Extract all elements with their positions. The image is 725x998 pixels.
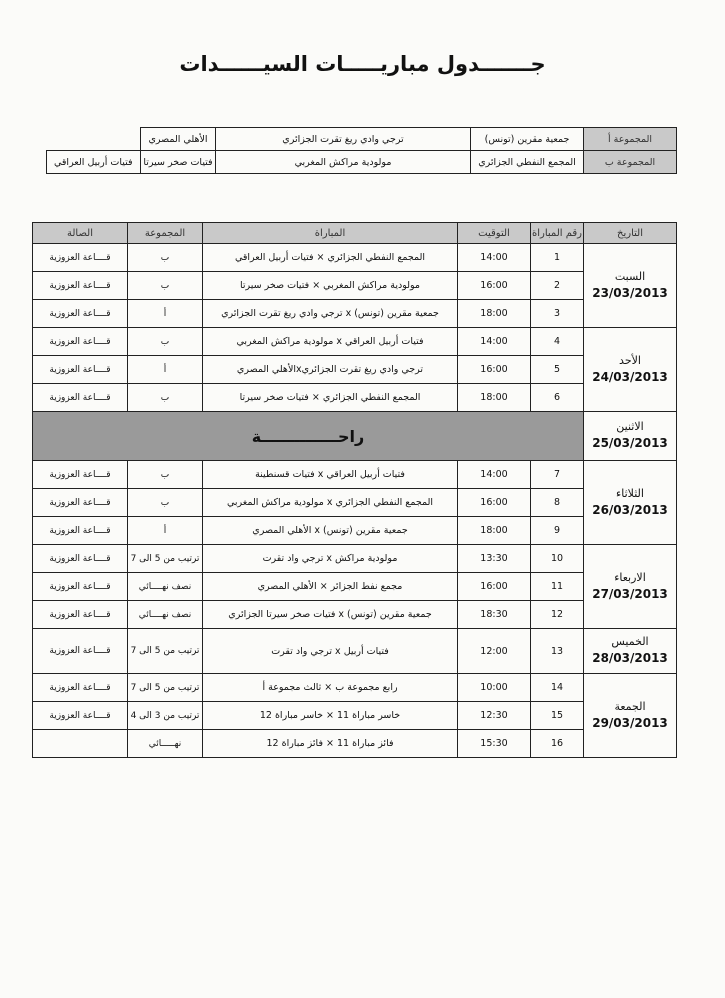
team-cell: جمعية مقرين (تونس) — [471, 128, 584, 151]
venue-cell: قــــاعة العزوزية — [33, 517, 128, 545]
match-cell: خاسر مباراة 11 × خاسر مباراة 12 — [203, 702, 458, 730]
match-row — [33, 300, 677, 328]
match-time: 12:00 — [458, 629, 531, 674]
match-time: 18:00 — [458, 517, 531, 545]
match-number: 10 — [531, 545, 584, 573]
match-time: 16:00 — [458, 489, 531, 517]
day-name: الجمعة — [614, 699, 646, 713]
rest-cell: راحــــــــــــــة — [33, 412, 584, 461]
match-cell: فتيات أربيل العراقي x مولودية مراكش المغربي — [203, 328, 458, 356]
group-cell: ب — [128, 244, 203, 272]
date-cell — [584, 244, 677, 328]
venue-cell: قــــاعة العزوزية — [33, 601, 128, 629]
group-cell: أ — [128, 356, 203, 384]
header-venue: الصالة — [33, 223, 128, 244]
match-row — [33, 384, 677, 412]
match-number: 6 — [531, 384, 584, 412]
date-cell — [584, 629, 677, 674]
match-row — [33, 272, 677, 300]
team-cell: فتيات أربيل العراقي — [46, 151, 141, 174]
date-cell — [584, 328, 677, 412]
match-cell: مولودية مراكش x ترجي واد تقرت — [203, 545, 458, 573]
match-row — [33, 545, 677, 573]
empty-cell — [46, 128, 141, 151]
venue-cell: قــــاعة العزوزية — [33, 702, 128, 730]
match-row — [33, 328, 677, 356]
group-cell: ب — [128, 272, 203, 300]
group-cell: أ — [128, 300, 203, 328]
match-time: 14:00 — [458, 328, 531, 356]
venue-cell: قــــاعة العزوزية — [33, 244, 128, 272]
match-time: 16:00 — [458, 356, 531, 384]
date-cell — [584, 412, 677, 461]
schedule-table — [32, 222, 677, 758]
day-name: الثلاثاء — [616, 486, 644, 500]
group-label: المجموعة ب — [584, 151, 677, 174]
match-cell: مولودية مراكش المغربي × فتيات صخر سيرتا — [203, 272, 458, 300]
group-cell: ترتيب من 5 الى 7 — [128, 629, 203, 674]
venue-cell: قــــاعة العزوزية — [33, 461, 128, 489]
match-cell: فتيات أربيل العراقي x فتيات قسنطينة — [203, 461, 458, 489]
match-number: 7 — [531, 461, 584, 489]
match-row — [33, 356, 677, 384]
venue-cell: قــــاعة العزوزية — [33, 674, 128, 702]
match-row — [33, 573, 677, 601]
match-number: 15 — [531, 702, 584, 730]
match-time: 13:30 — [458, 545, 531, 573]
day-date: 24/03/2013 — [592, 369, 668, 384]
group-row-b — [46, 151, 677, 174]
day-date: 27/03/2013 — [592, 586, 668, 601]
team-cell: المجمع النفطي الجزائري — [471, 151, 584, 174]
match-number: 13 — [531, 629, 584, 674]
venue-cell: قــــاعة العزوزية — [33, 545, 128, 573]
header-time: التوقيت — [458, 223, 531, 244]
team-cell: الأهلي المصري — [141, 128, 216, 151]
group-cell: نهـــــائي — [128, 730, 203, 758]
day-name: الأحد — [619, 353, 641, 367]
group-cell: نصف نهــــائي — [128, 601, 203, 629]
match-row — [33, 517, 677, 545]
group-cell: ترتيب من 5 الى 7 — [128, 674, 203, 702]
match-cell: المجمع النفطي الجزائري x مولودية مراكش المغربي — [203, 489, 458, 517]
group-cell: أ — [128, 517, 203, 545]
match-time: 14:00 — [458, 244, 531, 272]
match-cell: رابع مجموعة ب × ثالث مجموعة أ — [203, 674, 458, 702]
page-title: جـــــــدول مباريـــــات السيــــــدات — [179, 52, 546, 76]
header-group: المجموعة — [128, 223, 203, 244]
venue-cell: قــــاعة العزوزية — [33, 300, 128, 328]
match-cell: ترجي وادي ريغ تقرت الجزائريxالأهلي المصري — [203, 356, 458, 384]
match-number: 2 — [531, 272, 584, 300]
match-row — [33, 461, 677, 489]
venue-cell: قــــاعة العزوزية — [33, 384, 128, 412]
day-date: 28/03/2013 — [592, 651, 668, 666]
match-cell: فائز مباراة 11 × فائز مباراة 12 — [203, 730, 458, 758]
match-time: 16:00 — [458, 573, 531, 601]
group-cell: ترتيب من 5 الى 7 — [128, 545, 203, 573]
group-row-a — [46, 128, 677, 151]
match-cell: جمعية مقرين (تونس) x فتيات صخر سيرتا الجزائري — [203, 601, 458, 629]
date-cell — [584, 461, 677, 545]
match-time: 16:00 — [458, 272, 531, 300]
match-number: 1 — [531, 244, 584, 272]
match-row — [33, 702, 677, 730]
day-date: 23/03/2013 — [592, 285, 668, 300]
venue-cell: قــــاعة العزوزية — [33, 489, 128, 517]
match-number: 4 — [531, 328, 584, 356]
venue-cell — [33, 730, 128, 758]
match-cell: جمعية مقرين (تونس) x الأهلي المصري — [203, 517, 458, 545]
group-cell: ب — [128, 461, 203, 489]
venue-cell: قــــاعة العزوزية — [33, 356, 128, 384]
match-row — [33, 489, 677, 517]
day-name: الاثنين — [616, 420, 644, 434]
day-date: 25/03/2013 — [592, 436, 668, 451]
rest-row — [33, 412, 677, 461]
match-time: 18:00 — [458, 300, 531, 328]
venue-cell: قــــاعة العزوزية — [33, 629, 128, 674]
match-number: 14 — [531, 674, 584, 702]
match-number: 12 — [531, 601, 584, 629]
group-cell: ب — [128, 384, 203, 412]
day-name: الخميس — [611, 635, 649, 649]
match-row — [33, 674, 677, 702]
header-match: المباراة — [203, 223, 458, 244]
date-cell — [584, 674, 677, 758]
match-number: 16 — [531, 730, 584, 758]
day-date: 29/03/2013 — [592, 715, 668, 730]
match-time: 14:00 — [458, 461, 531, 489]
schedule-body — [33, 244, 677, 758]
match-row — [33, 629, 677, 674]
match-number: 9 — [531, 517, 584, 545]
group-cell: ترتيب من 3 الى 4 — [128, 702, 203, 730]
day-name: الاربعاء — [614, 570, 646, 584]
team-cell: مولودية مراكش المغربي — [216, 151, 471, 174]
team-cell: ترجي وادي ريغ تقرت الجزائري — [216, 128, 471, 151]
group-cell: نصف نهــــائي — [128, 573, 203, 601]
match-time: 18:00 — [458, 384, 531, 412]
match-cell: مجمع نفط الجزائر × الأهلي المصري — [203, 573, 458, 601]
group-cell: ب — [128, 489, 203, 517]
match-time: 12:30 — [458, 702, 531, 730]
match-cell: المجمع النفطي الجزائري × فتيات صخر سيرتا — [203, 384, 458, 412]
header-match-no: رقم المباراة — [531, 223, 584, 244]
groups-table — [46, 127, 678, 174]
date-cell — [584, 545, 677, 629]
day-name: السبت — [614, 269, 646, 283]
match-cell: المجمع النفطي الجزائري × فتيات أربيل العراقي — [203, 244, 458, 272]
match-number: 8 — [531, 489, 584, 517]
match-cell: فتيات أربيل x ترجي واد تقرت — [203, 629, 458, 674]
match-row — [33, 244, 677, 272]
match-number: 11 — [531, 573, 584, 601]
day-date: 26/03/2013 — [592, 502, 668, 517]
match-row — [33, 730, 677, 758]
group-label: المجموعة أ — [584, 128, 677, 151]
match-row — [33, 601, 677, 629]
header-date: التاريخ — [584, 223, 677, 244]
match-time: 10:00 — [458, 674, 531, 702]
group-cell: ب — [128, 328, 203, 356]
schedule-header-row — [33, 223, 677, 244]
match-time: 18:30 — [458, 601, 531, 629]
match-cell: جمعية مقرين (تونس) x ترجي وادي ريغ تقرت الجزائري — [203, 300, 458, 328]
match-time: 15:30 — [458, 730, 531, 758]
match-number: 5 — [531, 356, 584, 384]
team-cell: فتيات صخر سيرتا — [141, 151, 216, 174]
venue-cell: قــــاعة العزوزية — [33, 573, 128, 601]
venue-cell: قــــاعة العزوزية — [33, 272, 128, 300]
match-number: 3 — [531, 300, 584, 328]
venue-cell: قــــاعة العزوزية — [33, 328, 128, 356]
